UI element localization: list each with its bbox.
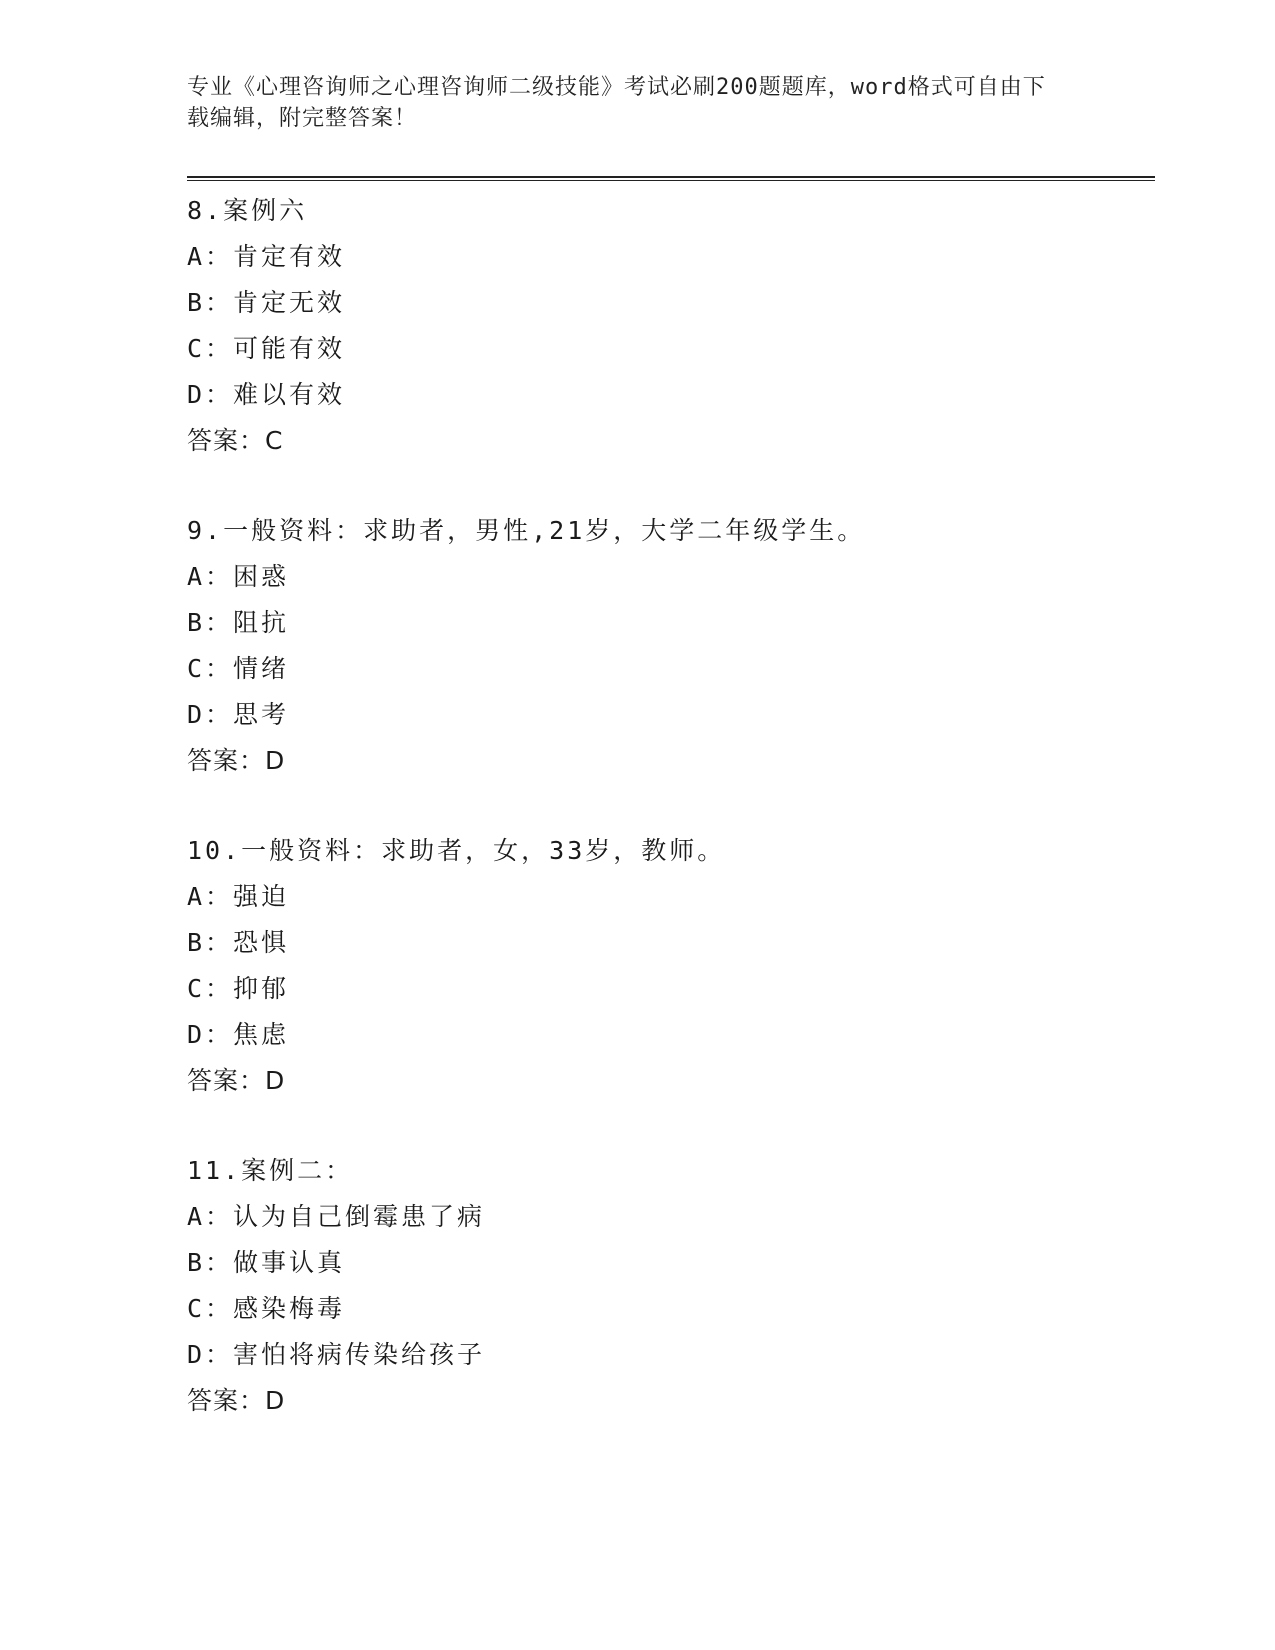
option-d: D：焦虑 <box>187 1020 290 1049</box>
option-c: C：可能有效 <box>187 334 346 363</box>
question-11 <box>187 1148 1147 1424</box>
question-list <box>187 188 1147 1468</box>
option-a: A：认为自己倒霉患了病 <box>187 1202 486 1231</box>
answer-line: 答案：D <box>187 746 286 775</box>
question-10 <box>187 828 1147 1104</box>
option-d: D：难以有效 <box>187 380 346 409</box>
question-stem: 8.案例六 <box>187 196 308 225</box>
option-a: A：强迫 <box>187 882 290 911</box>
answer-line: 答案：D <box>187 1066 286 1095</box>
answer-line: 答案：D <box>187 1386 286 1415</box>
question-stem: 9.一般资料：求助者，男性,21岁，大学二年级学生。 <box>187 516 866 545</box>
option-b: B：恐惧 <box>187 928 290 957</box>
option-d: D：害怕将病传染给孩子 <box>187 1340 486 1369</box>
document-header: 专业《心理咨询师之心理咨询师二级技能》考试必刷200题题库，word格式可自由下载编辑，附完整答案！ <box>187 75 1046 131</box>
option-c: C：感染梅毒 <box>187 1294 346 1323</box>
option-b: B：肯定无效 <box>187 288 346 317</box>
option-c: C：情绪 <box>187 654 290 683</box>
answer-line: 答案：C <box>187 426 284 455</box>
option-d: D：思考 <box>187 700 290 729</box>
option-b: B：阻抗 <box>187 608 290 637</box>
header-divider <box>187 176 1155 181</box>
option-b: B：做事认真 <box>187 1248 346 1277</box>
option-a: A：困惑 <box>187 562 290 591</box>
question-9 <box>187 508 1147 784</box>
option-a: A：肯定有效 <box>187 242 346 271</box>
question-8 <box>187 188 1147 464</box>
option-c: C：抑郁 <box>187 974 290 1003</box>
question-stem: 11.案例二： <box>187 1156 354 1185</box>
question-stem: 10.一般资料：求助者，女，33岁，教师。 <box>187 836 726 865</box>
